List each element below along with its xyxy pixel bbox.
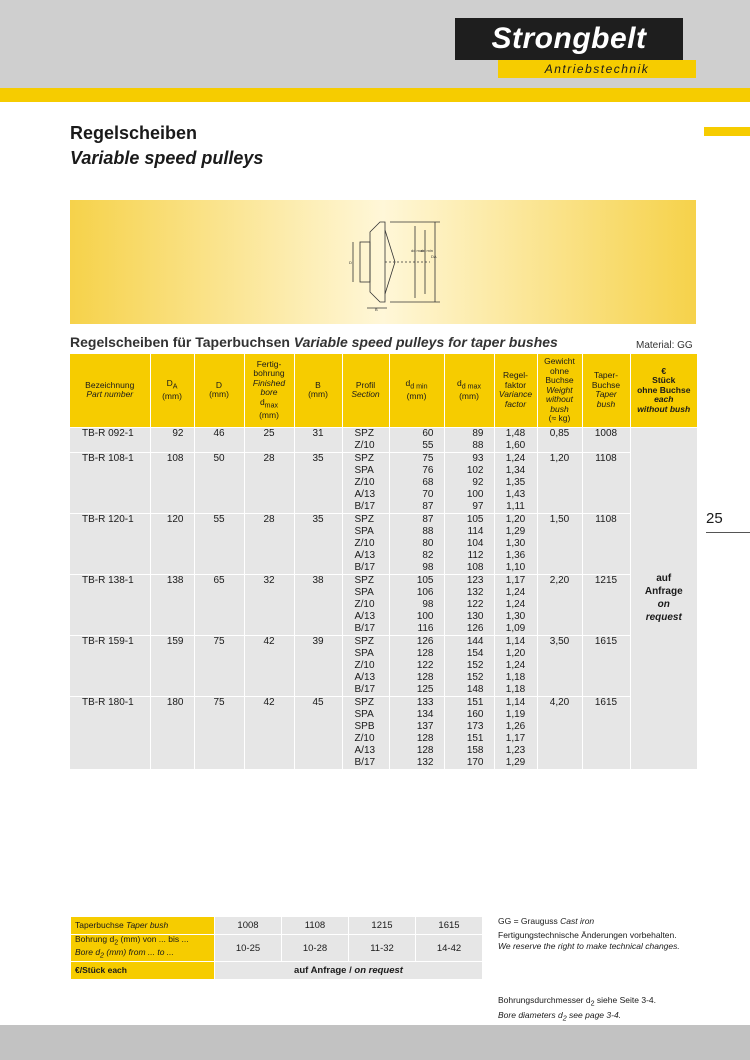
table-cell-value: B/17 [354,622,376,634]
bore-cell: 28 [244,452,294,513]
table-cell-value: 151 [466,696,484,708]
header-dd-max: $d_{d max}$ (mm) [444,354,494,427]
table-cell-value: 1,43 [505,488,526,500]
table-cell-list [444,574,494,635]
note-change-en: We reserve the right to make technical changes. [498,941,680,951]
part-number-cell: TB-R 092-1 [70,427,150,452]
table-cell-value: 1,30 [505,537,526,549]
bore-cell: 14-42 [416,935,483,962]
da-cell: 108 [150,452,194,513]
weight-cell: 1,50 [537,513,582,574]
table-cell-value: B/17 [354,756,376,768]
table-cell-value: 116 [417,622,434,634]
table-cell-value: 173 [466,720,484,732]
table-cell-value: 134 [416,708,434,720]
table-row [70,452,697,513]
table-cell-value: 98 [422,561,434,573]
header-factor: Regel- faktor Variance factor [494,354,537,427]
table-cell-value: SPZ [354,452,374,464]
table-cell-value: 1,24 [505,598,526,610]
b-cell: 35 [294,513,342,574]
table-cell-value: 1,18 [505,671,526,683]
table-cell-value: 1,23 [505,744,526,756]
table-cell-list [494,696,537,769]
drawing-label-b: B [375,307,378,312]
notes-block [498,916,738,952]
part-number-cell: TB-R 108-1 [70,452,150,513]
table-row [70,427,697,452]
table-cell-value: B/17 [354,500,376,512]
bush-cell: 1215 [349,917,416,935]
bore-cell: 10-28 [282,935,349,962]
table-cell-value: 1,20 [505,513,526,525]
taper-cell: 1615 [582,635,630,696]
taper-cell: 1008 [582,427,630,452]
bush-row-taper [71,917,483,935]
table-cell-list [494,635,537,696]
bore-cell: 25 [244,427,294,452]
table-cell-value: 102 [466,464,484,476]
table-cell-list [389,427,444,452]
header-part-number: Bezeichnung Part number [70,354,150,427]
table-cell-value: A/13 [354,610,376,622]
table-row [70,513,697,574]
table-cell-value: 108 [466,561,484,573]
page-title-de: Regelscheiben [70,123,198,143]
table-cell-value: 158 [466,744,484,756]
da-cell: 92 [150,427,194,452]
brand-logo: Strongbelt [455,18,683,60]
table-cell-list [444,696,494,769]
taper-cell: 1108 [582,513,630,574]
table-cell-list [444,427,494,452]
bush-label-price: €/Stück each [71,962,215,980]
table-cell-list [494,574,537,635]
price-en1: on [657,599,670,610]
table-cell-value: Z/10 [354,537,375,549]
table-cell-list [494,513,537,574]
part-number-cell: TB-R 120-1 [70,513,150,574]
table-cell-value: 105 [466,513,484,525]
note-change-de: Fertigungstechnische Änderungen vorbehalten. [498,930,677,940]
taper-cell: 1108 [582,452,630,513]
d-cell: 55 [194,513,244,574]
table-cell-value: 152 [466,671,484,683]
table-cell-value: 148 [466,683,484,695]
bush-row-price [71,962,483,980]
note-gg: GG = Grauguss Cast iron [498,916,595,926]
table-cell-value: 144 [466,635,484,647]
table-cell-list [494,427,537,452]
b-cell: 39 [294,635,342,696]
table-cell-list [389,513,444,574]
table-cell-value: 1,19 [505,708,526,720]
bush-row-bore [71,935,483,962]
part-number-cell: TB-R 159-1 [70,635,150,696]
table-header-row [70,354,697,427]
table-cell-value: 1,36 [505,549,526,561]
table-cell-value: 126 [466,622,484,634]
table-cell-list [494,452,537,513]
table-cell-value: 1,35 [505,476,526,488]
table-cell-list [444,452,494,513]
d-cell: 75 [194,696,244,769]
weight-cell: 4,20 [537,696,582,769]
table-cell-value: 133 [416,696,434,708]
side-tab-marker [704,127,750,136]
page-number: 25 [706,510,723,527]
b-cell: 31 [294,427,342,452]
table-cell-value: 100 [416,610,434,622]
table-cell-value: 1,24 [505,586,526,598]
table-cell-value: 1,20 [505,647,526,659]
weight-cell: 0,85 [537,427,582,452]
table-cell-value: Z/10 [354,476,375,488]
table-row [70,635,697,696]
table-cell-value: 1,11 [506,500,525,512]
taper-cell: 1215 [582,574,630,635]
brand-tagline: Antriebstechnik [498,60,696,78]
d-cell: 50 [194,452,244,513]
table-cell-value: 1,14 [505,696,526,708]
table-cell-value: 114 [467,525,484,537]
header-b: B (mm) [294,354,342,427]
table-cell-value: 160 [466,708,484,720]
table-cell-value: SPA [354,647,374,659]
table-cell-value: 98 [422,598,434,610]
table-cell-value: 151 [466,732,484,744]
header-d: D (mm) [194,354,244,427]
table-cell-list [342,452,389,513]
header-taper: Taper- Buchse Taper bush [582,354,630,427]
notes-bore [498,995,738,1024]
table-cell-value: 132 [466,586,484,598]
bore-cell: 42 [244,696,294,769]
table-cell-value: 68 [422,476,434,488]
b-cell: 35 [294,452,342,513]
table-cell-list [342,635,389,696]
table-cell-value: 88 [422,525,434,537]
table-row [70,574,697,635]
table-cell-value: 1,10 [505,561,526,573]
table-cell-value: 1,29 [505,525,526,537]
table-cell-list [389,574,444,635]
table-cell-value: 100 [466,488,484,500]
table-cell-list [342,574,389,635]
table-cell-value: 152 [466,659,484,671]
drawing-label-d: D [349,260,352,265]
bush-label-taper: Taperbuchse Taper bush [71,917,215,935]
da-cell: 159 [150,635,194,696]
table-cell-value: SPZ [354,427,374,439]
da-cell: 138 [150,574,194,635]
drawing-label-ddmax: dd max [411,248,425,253]
section-title-en: Variable speed pulleys for taper bushes [293,334,558,350]
table-cell-value: 70 [422,488,434,500]
table-cell-value: 122 [466,598,484,610]
table-cell-value: 104 [466,537,484,549]
table-cell-value: 97 [472,500,484,512]
table-cell-value: 1,26 [505,720,526,732]
table-cell-value: 132 [416,756,434,768]
table-cell-value: 1,17 [505,574,526,586]
header-dd-min: $d_{d min}$ (mm) [389,354,444,427]
drawing-label-da: DA [431,254,437,259]
b-cell: 45 [294,696,342,769]
bush-label-bore: Bohrung $d_2$ (mm) von ... bis ... Bore $d_2$ (mm) from ... to ... [71,935,215,962]
table-cell-value: 60 [422,427,434,439]
table-cell-value: 1,17 [505,732,526,744]
table-cell-list [389,696,444,769]
table-cell-value: 106 [416,586,434,598]
header-weight: Gewicht ohne Buchse Weight without bush (≈ kg) [537,354,582,427]
price-en2: request [645,612,682,623]
table-cell-value: Z/10 [354,598,375,610]
table-cell-value: 128 [416,744,434,756]
table-cell-value: 1,24 [505,452,526,464]
table-cell-value: Z/10 [354,439,375,451]
table-cell-value: 55 [422,439,434,451]
header-bore: Fertig- bohrung Finished bore $d_{max}$ (mm) [244,354,294,427]
table-cell-value: B/17 [354,683,376,695]
table-cell-value: 130 [466,610,484,622]
price-on-request-cell [630,427,697,769]
bush-cell: 1108 [282,917,349,935]
table-cell-value: SPA [354,525,374,537]
table-cell-value: 128 [416,732,434,744]
weight-cell: 2,20 [537,574,582,635]
table-cell-list [444,513,494,574]
d-cell: 75 [194,635,244,696]
d-cell: 65 [194,574,244,635]
bore-cell: 10-25 [215,935,282,962]
table-cell-value: 125 [416,683,434,695]
table-cell-value: 1,14 [505,635,526,647]
table-cell-list [444,635,494,696]
header-da: $D_A$ (mm) [150,354,194,427]
table-cell-value: 122 [416,659,434,671]
weight-cell: 1,20 [537,452,582,513]
d-cell: 46 [194,427,244,452]
pulley-table [70,354,697,769]
bore-cell: 42 [244,635,294,696]
table-cell-value: Z/10 [354,659,375,671]
note-bore-de: Bohrungsdurchmesser $d_2$ siehe Seite 3-4. [498,995,656,1008]
section-title-de: Regelscheiben für Taperbuchsen [70,334,290,350]
table-cell-value: 154 [466,647,484,659]
table-cell-list [342,427,389,452]
table-cell-value: SPA [354,586,374,598]
part-number-cell: TB-R 180-1 [70,696,150,769]
table-cell-value: 1,18 [505,683,526,695]
table-row [70,696,697,769]
part-number-cell: TB-R 138-1 [70,574,150,635]
table-cell-value: SPA [354,708,374,720]
table-cell-list [342,513,389,574]
table-cell-value: 128 [416,671,434,683]
header-yellow-line [0,88,750,102]
table-cell-value: 87 [422,500,434,512]
bore-cell: 11-32 [349,935,416,962]
header-price: € Stück ohne Buchse each without bush [630,354,697,427]
drawing-label-ddmin: dd min [421,248,434,253]
table-cell-value: SPB [354,720,375,732]
table-cell-value: 1,30 [505,610,526,622]
note-bore-en: Bore diameters $d_2$ see page 3-4. [498,1009,622,1023]
footer-band [0,1025,750,1060]
table-cell-value: A/13 [354,744,376,756]
bore-cell: 32 [244,574,294,635]
page-title-en: Variable speed pulleys [70,148,264,168]
table-cell-value: SPZ [354,574,374,586]
table-cell-list [342,696,389,769]
bush-price-cell: auf Anfrage / on request [215,962,483,980]
table-cell-value: 105 [416,574,434,586]
drawing-banner [70,200,696,324]
pulley-drawing-icon [345,212,445,312]
material-note: Material: GG [636,340,693,351]
weight-cell: 3,50 [537,635,582,696]
bush-cell: 1008 [215,917,282,935]
table-cell-value: 1,48 [505,427,526,439]
da-cell: 120 [150,513,194,574]
table-cell-value: 112 [467,549,484,561]
table-cell-value: SPZ [354,635,374,647]
table-cell-value: SPZ [354,696,374,708]
da-cell: 180 [150,696,194,769]
table-cell-value: 82 [422,549,434,561]
table-cell-value: 1,09 [505,622,526,634]
table-cell-value: SPZ [354,513,374,525]
taper-cell: 1615 [582,696,630,769]
price-de1: auf [656,573,672,584]
table-cell-value: 1,29 [505,756,526,768]
table-cell-value: 87 [422,513,434,525]
table-cell-value: B/17 [354,561,376,573]
table-cell-value: SPA [354,464,374,476]
table-cell-value: 93 [472,452,484,464]
table-cell-value: 170 [466,756,484,768]
bush-table [70,916,483,980]
table-cell-value: A/13 [354,671,376,683]
section-title [70,334,558,350]
page-number-rule [706,532,750,533]
table-cell-list [389,635,444,696]
table-cell-value: 88 [472,439,484,451]
table-cell-value: 89 [472,427,484,439]
price-de2: Anfrage [644,586,683,597]
table-cell-value: A/13 [354,549,376,561]
bore-cell: 28 [244,513,294,574]
table-cell-value: 76 [422,464,434,476]
table-cell-value: A/13 [354,488,376,500]
table-cell-value: 80 [422,537,434,549]
table-cell-value: 1,24 [505,659,526,671]
b-cell: 38 [294,574,342,635]
table-cell-value: 123 [466,574,484,586]
table-cell-value: 1,34 [505,464,526,476]
table-cell-value: Z/10 [354,732,375,744]
table-cell-value: 126 [416,635,434,647]
table-cell-list [389,452,444,513]
table-cell-value: 92 [472,476,484,488]
table-cell-value: 1,60 [505,439,526,451]
table-cell-value: 75 [422,452,434,464]
table-cell-value: 128 [416,647,434,659]
table-cell-value: 137 [416,720,434,732]
header-profile: Profil Section [342,354,389,427]
bush-cell: 1615 [416,917,483,935]
